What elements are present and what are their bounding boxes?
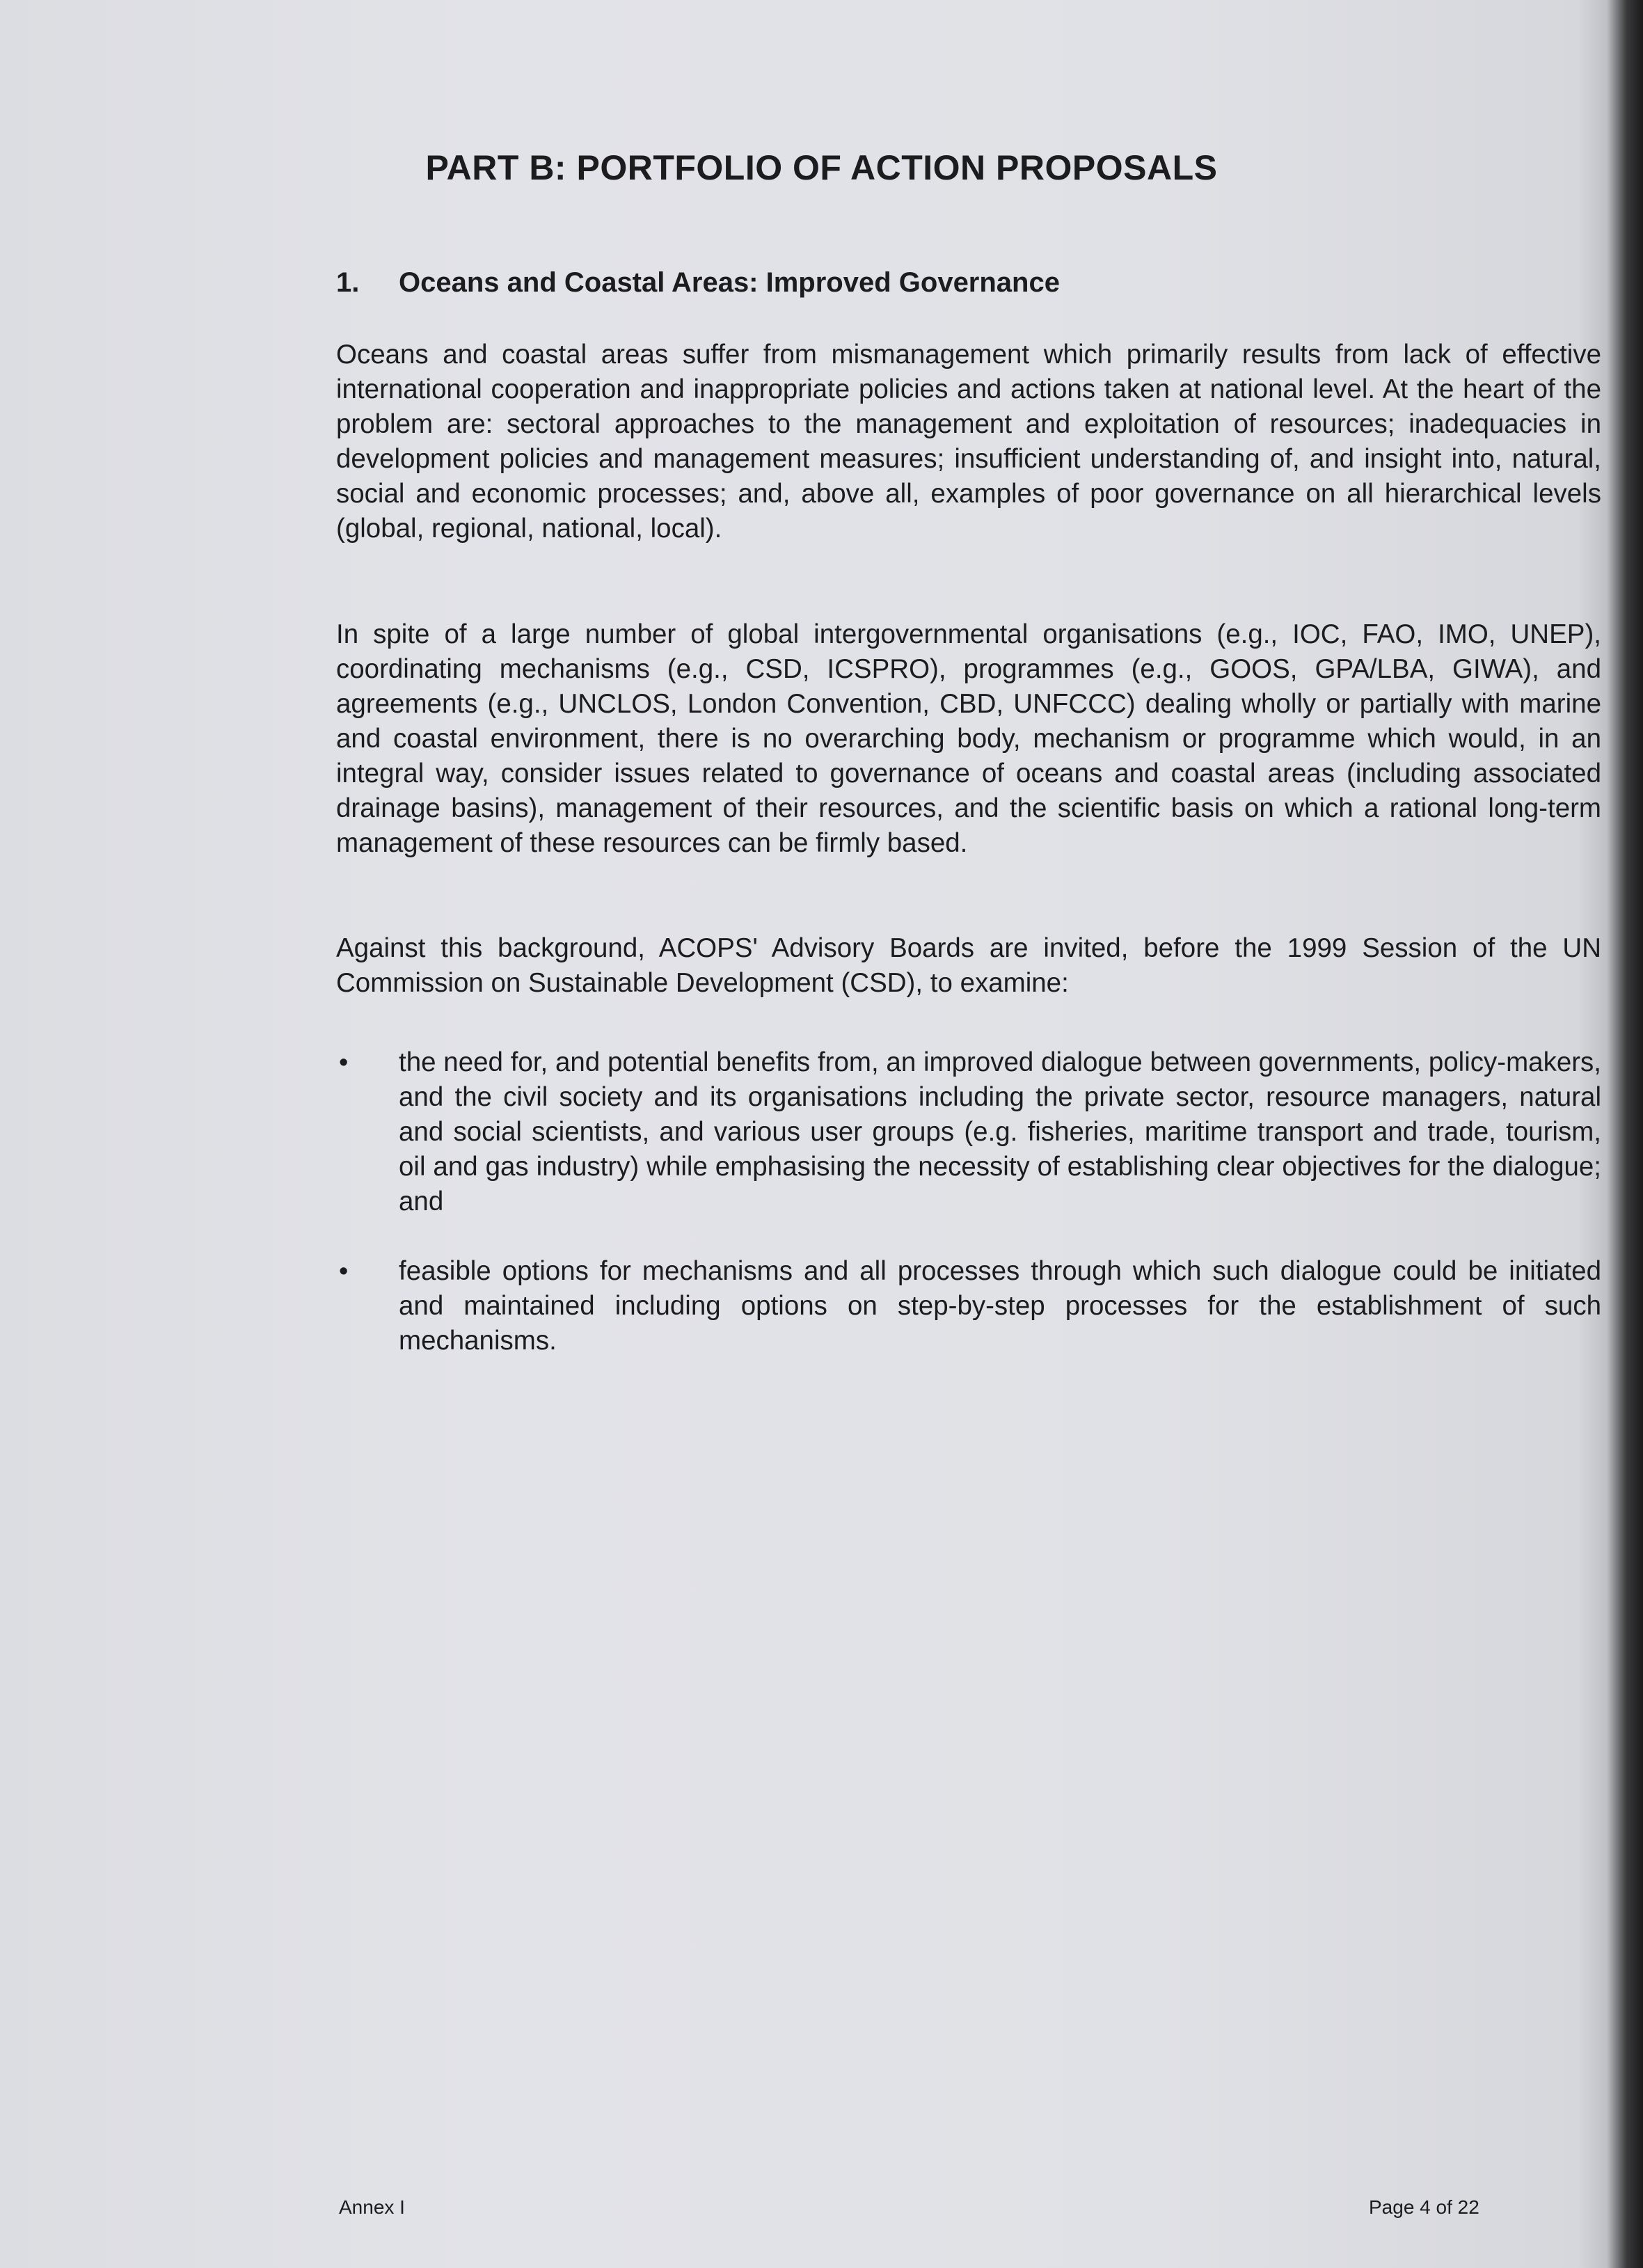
footer-page-number: Page 4 of 22 — [1369, 2196, 1479, 2218]
section-number: 1. — [336, 267, 360, 298]
bullet-text: feasible options for mechanisms and all processes through which such dialogue could be initiated and maintained including options on step-by-step processes for the establishment of such mechanisms. — [399, 1256, 1601, 1356]
paragraph-1: Oceans and coastal areas suffer from mismanagement which primarily results from lack of effective international cooperation and inappropriate policies and actions taken at national level. At the heart of the problem are: sectoral approaches to the management and exploitation of resources; inadequacies in development policies and management measures; insufficient understanding of, and insight into, natural, social and economic processes; and, above all, examples of poor governance on all hierarchical levels (global, regional, national, local). — [336, 340, 1601, 544]
bullet-list-1 — [336, 1045, 1601, 1219]
paragraph-2: In spite of a large number of global intergovernmental organisations (e.g., IOC, FAO, IMO, UNEP), coordinating mechanisms (e.g., CSD, ICSPRO), programmes (e.g., GOOS, GPA/LBA, GIWA), and agreements (e.g., UNCLOS, London Convention, CBD, UNFCCC) dealing wholly or partially with marine and coastal environment, there is no overarching body, mechanism or programme which would, in an integral way, consider issues related to governance of oceans and coastal areas (including associated drainage basins), management of their resources, and the scientific basis on which a rational long-term management of these resources can be firmly based. — [336, 619, 1601, 858]
bullet-item — [336, 1254, 1601, 1358]
paragraph-3: Against this background, ACOPS' Advisory Boards are invited, before the 1999 Session of the UN Commission on Sustainable Development (CSD), to examine: — [336, 933, 1601, 998]
bullet-dot-icon: • — [339, 1257, 349, 1286]
bullet-item — [336, 1045, 1601, 1219]
page-title: PART B: PORTFOLIO OF ACTION PROPOSALS — [425, 148, 1218, 187]
section-title: Oceans and Coastal Areas: Improved Governance — [399, 267, 1060, 298]
bullet-dot-icon: • — [339, 1048, 349, 1077]
footer-annex: Annex I — [339, 2196, 405, 2218]
bullet-text: the need for, and potential benefits from, an improved dialogue between governments, policy-makers, and the civil society and its organisations including the private sector, resource managers, natural and social scientists, and various user groups (e.g. fisheries, maritime transport and trade, tourism, oil and gas industry) while emphasising the necessity of establishing clear objectives for the dialogue; and — [399, 1047, 1601, 1216]
section-heading — [336, 267, 1060, 299]
bullet-list-2 — [336, 1254, 1601, 1358]
